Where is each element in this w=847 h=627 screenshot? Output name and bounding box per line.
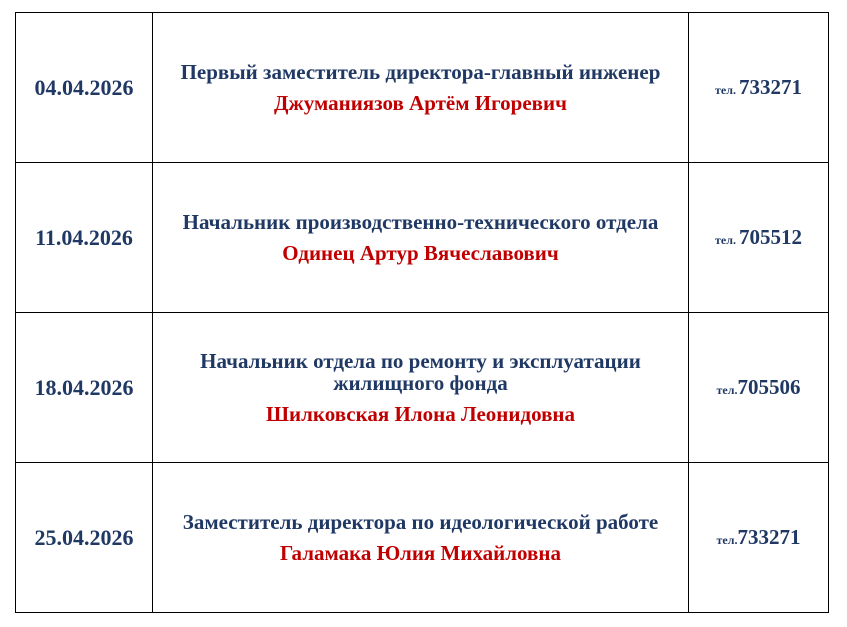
reception-date: 18.04.2026 (34, 374, 134, 400)
official-cell (153, 163, 689, 313)
official-position: Первый заместитель директора-главный инженер (180, 59, 661, 84)
official-cell (153, 13, 689, 163)
date-cell (16, 463, 153, 613)
phone-prefix: тел. (715, 233, 739, 247)
phone-cell (689, 13, 829, 163)
official-cell (153, 313, 689, 463)
official-name: Галамака Юлия Михайловна (280, 540, 561, 565)
official-name: Шилковская Илона Леонидовна (265, 401, 576, 426)
table-row (16, 163, 829, 313)
phone-cell (689, 163, 829, 313)
phone-cell (689, 313, 829, 463)
table-row (16, 463, 829, 613)
official-name: Джуманиязов Артём Игоревич (274, 90, 567, 115)
official-cell (153, 463, 689, 613)
official-position: Заместитель директора по идеологической работе (182, 509, 659, 534)
phone-prefix: тел. (716, 383, 738, 397)
date-cell (16, 313, 153, 463)
phone-number: 733271 (738, 75, 802, 99)
phone-number: 705512 (738, 225, 802, 249)
phone-cell (689, 463, 829, 613)
phone-prefix: тел. (715, 83, 739, 97)
reception-schedule-table (15, 12, 829, 613)
phone-number: 705506 (737, 375, 801, 399)
reception-date: 04.04.2026 (34, 74, 134, 100)
reception-date: 25.04.2026 (34, 524, 134, 550)
date-cell (16, 163, 153, 313)
official-position: Начальник производственно-технического отдела (182, 209, 659, 234)
phone-prefix: тел. (716, 533, 738, 547)
phone-number: 733271 (737, 525, 801, 549)
date-cell (16, 13, 153, 163)
official-name: Одинец Артур Вячеславович (282, 240, 559, 265)
table-row (16, 313, 829, 463)
official-position: Начальник отдела по ремонту и эксплуатации жилищного фонда (200, 348, 641, 395)
reception-date: 11.04.2026 (35, 224, 133, 250)
table-row (16, 13, 829, 163)
